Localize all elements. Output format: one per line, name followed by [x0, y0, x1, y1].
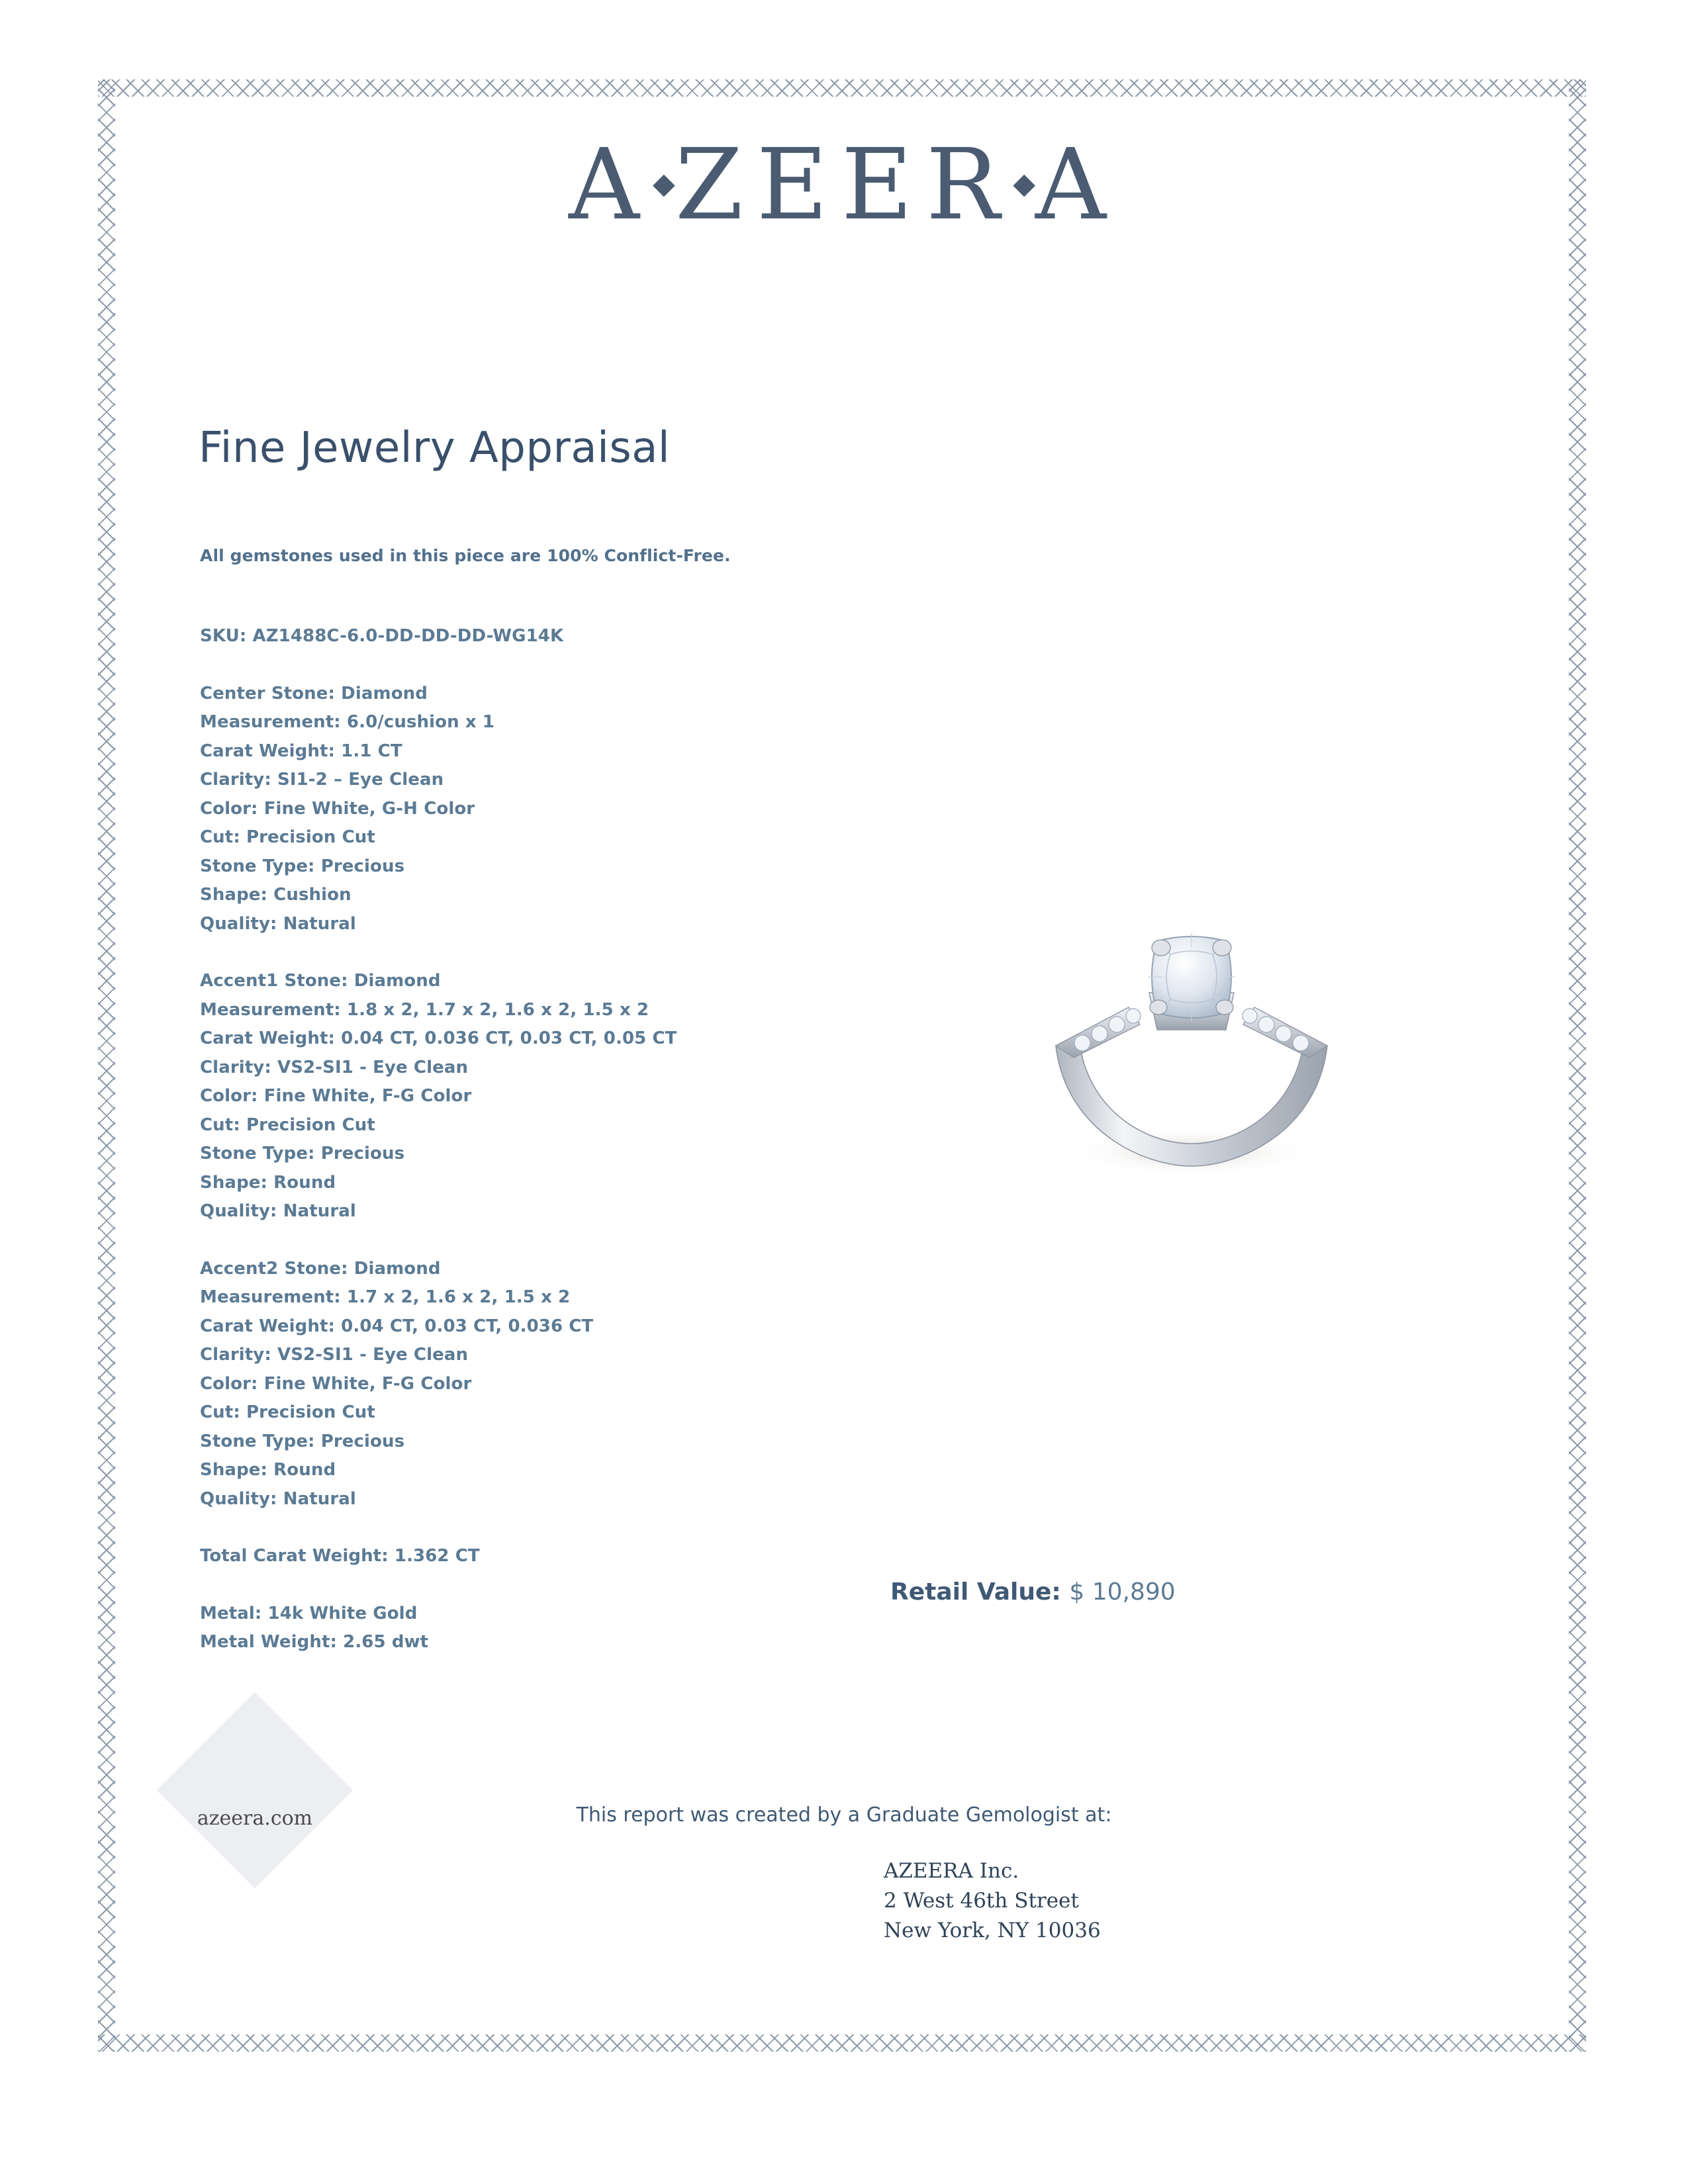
- company-address: [884, 1856, 1101, 1946]
- accent1-stone-measurement: Measurement: 1.8 x 2, 1.7 x 2, 1.6 x 2, 1.5 x 2: [200, 999, 649, 1020]
- page-title: Fine Jewelry Appraisal: [199, 424, 671, 473]
- accent2-stone-clarity: Clarity: VS2-SI1 - Eye Clean: [200, 1345, 469, 1365]
- watermark-diamond-icon: [157, 1692, 353, 1889]
- metal-type: Metal: 14k White Gold: [200, 1603, 418, 1623]
- center-stone-measurement: Measurement: 6.0/cushion x 1: [200, 712, 495, 732]
- accent1-stone-color: Color: Fine White, F-G Color: [200, 1086, 472, 1106]
- retail-value-amount: $ 10,890: [1069, 1578, 1176, 1606]
- accent1-stone-type-class: Stone Type: Precious: [200, 1144, 405, 1163]
- accent1-stone-carat: Carat Weight: 0.04 CT, 0.036 CT, 0.03 CT, 0.05 CT: [200, 1028, 677, 1048]
- center-stone-clarity: Clarity: SI1-2 – Eye Clean: [200, 770, 444, 790]
- center-stone-type-class: Stone Type: Precious: [200, 856, 405, 876]
- center-stone-color: Color: Fine White, G-H Color: [200, 798, 475, 819]
- accent2-stone-shape: Shape: Round: [200, 1460, 336, 1480]
- border-right: [1569, 79, 1586, 2052]
- border-top: [98, 79, 1586, 97]
- retail-value: [890, 1578, 1176, 1606]
- brand-letter-z: Z: [675, 128, 757, 242]
- accent2-stone-cut: Cut: Precision Cut: [200, 1402, 375, 1422]
- watermark: [159, 1721, 351, 1913]
- border-left: [98, 79, 115, 2052]
- brand-letter-e1: E: [756, 128, 841, 242]
- company-name: AZEERA Inc.: [884, 1859, 1019, 1883]
- diamond-dot-icon: ◆: [652, 167, 675, 201]
- accent1-stone-cut: Cut: Precision Cut: [200, 1115, 375, 1135]
- metal-weight: Metal Weight: 2.65 dwt: [200, 1632, 429, 1652]
- accent2-stone-type-class: Stone Type: Precious: [200, 1431, 405, 1451]
- brand-letter-e2: E: [841, 128, 926, 242]
- accent1-stone-type: Accent1 Stone: Diamond: [200, 971, 441, 991]
- accent2-stone-color: Color: Fine White, F-G Color: [200, 1373, 472, 1394]
- brand-letter-a1: A: [569, 128, 653, 242]
- specifications-block: [200, 622, 961, 1657]
- company-street: 2 West 46th Street: [884, 1889, 1079, 1913]
- brand-logo: [0, 128, 1688, 242]
- brand-letter-a2: A: [1035, 128, 1119, 242]
- total-carat-weight: Total Carat Weight: 1.362 CT: [200, 1546, 480, 1566]
- border-bottom: [98, 2034, 1586, 2052]
- retail-value-label: Retail Value:: [890, 1578, 1061, 1606]
- accent1-stone-clarity: Clarity: VS2-SI1 - Eye Clean: [200, 1057, 469, 1077]
- center-stone-quality: Quality: Natural: [200, 913, 356, 934]
- gemologist-note: This report was created by a Graduate Gemologist at:: [576, 1803, 1112, 1827]
- center-stone-carat: Carat Weight: 1.1 CT: [200, 741, 402, 761]
- accent2-stone-type: Accent2 Stone: Diamond: [200, 1258, 441, 1279]
- sku-line: SKU: AZ1488C-6.0-DD-DD-DD-WG14K: [200, 626, 564, 646]
- company-city: New York, NY 10036: [884, 1919, 1101, 1942]
- ring-image: [993, 913, 1364, 1191]
- accent1-stone-shape: Shape: Round: [200, 1172, 336, 1193]
- accent1-stone-quality: Quality: Natural: [200, 1201, 356, 1221]
- brand-letter-r: R: [925, 128, 1013, 242]
- watermark-label: azeera.com: [197, 1807, 313, 1830]
- center-stone-type: Center Stone: Diamond: [200, 683, 428, 704]
- accent2-stone-quality: Quality: Natural: [200, 1488, 356, 1509]
- accent2-stone-measurement: Measurement: 1.7 x 2, 1.6 x 2, 1.5 x 2: [200, 1287, 571, 1307]
- center-stone-cut: Cut: Precision Cut: [200, 827, 375, 847]
- diamond-dot-icon-2: ◆: [1013, 167, 1036, 201]
- center-stone-shape: Shape: Cushion: [200, 885, 352, 905]
- conflict-free-statement: All gemstones used in this piece are 100% Conflict-Free.: [200, 546, 731, 565]
- accent2-stone-carat: Carat Weight: 0.04 CT, 0.03 CT, 0.036 CT: [200, 1316, 594, 1336]
